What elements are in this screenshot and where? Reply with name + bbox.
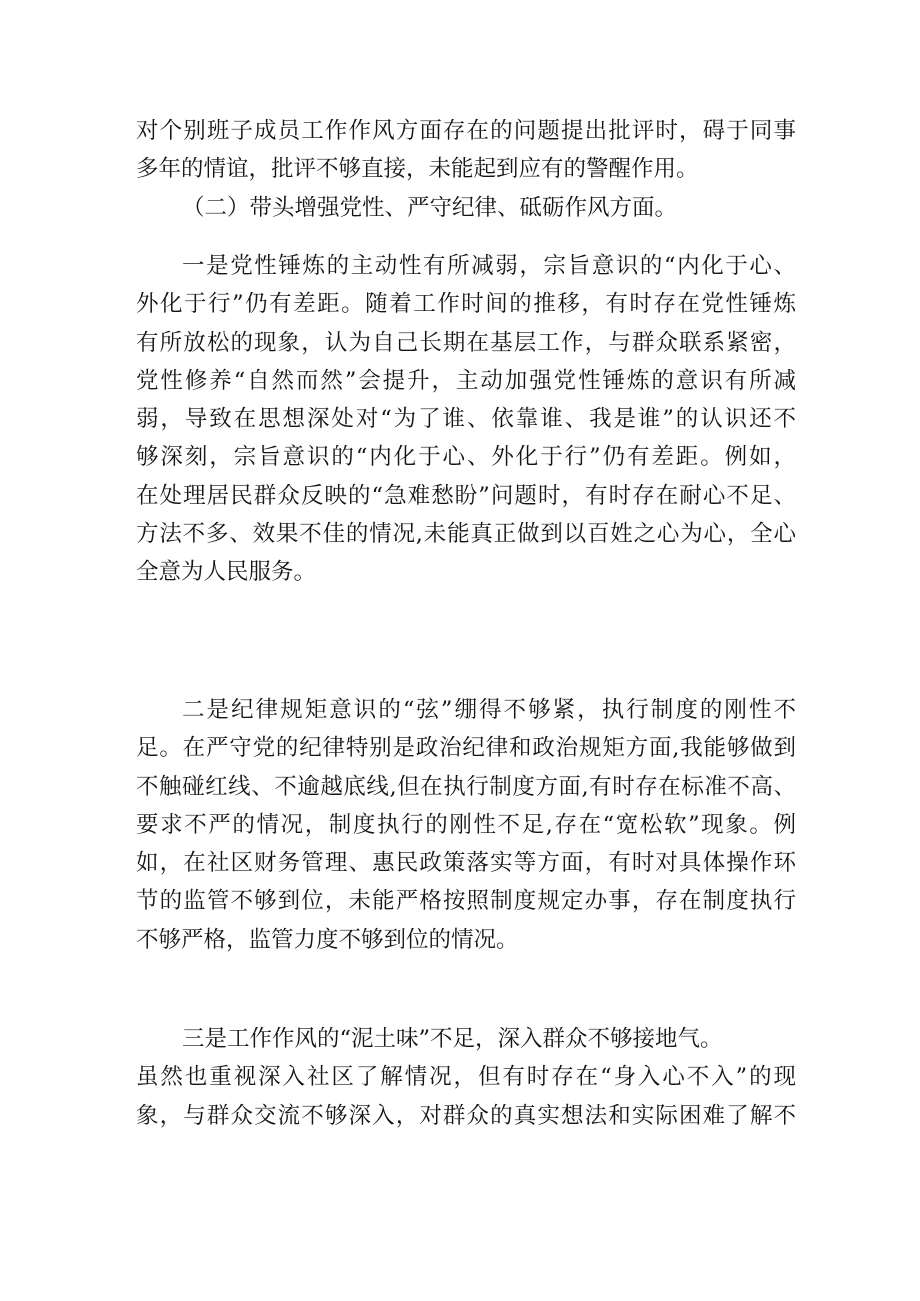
text-line: 外化于行”仍有差距。随着工作时间的推移，有时存在党性锤炼 <box>136 291 796 318</box>
text-line: 要求不严的情况，制度执行的刚性不足,存在“宽松软”现象。例 <box>136 811 796 838</box>
text-line: 全意为人民服务。 <box>136 559 317 586</box>
text-line: 对个别班子成员工作作风方面存在的问题提出批评时，碍于同事 <box>136 118 796 144</box>
paragraph-point-one <box>136 247 796 592</box>
paragraph-continuation <box>136 112 796 189</box>
text-line: 一是党性锤炼的主动性有所减弱，宗旨意识的“内化于心、 <box>182 253 796 279</box>
text-line: 弱，导致在思想深处对“为了谁、依靠谁、我是谁”的认识还不 <box>136 406 796 433</box>
text-line: 不触碰红线、不逾越底线,但在执行制度方面,有时存在标准不高、 <box>136 773 796 800</box>
text-line: 三是工作作风的“泥土味”不足，深入群众不够接地气。 <box>182 1026 723 1052</box>
paragraph-point-two <box>136 691 796 959</box>
section-heading <box>182 189 742 227</box>
text-line: 不够严格，监管力度不够到位的情况。 <box>136 926 519 953</box>
text-line: 象，与群众交流不够深入，对群众的真实想法和实际困难了解不 <box>136 1102 796 1129</box>
text-line: 虽然也重视深入社区了解情况，但有时存在“身入心不入”的现 <box>136 1064 796 1091</box>
text-line: 方法不多、效果不佳的情况,未能真正做到以百姓之心为心，全心 <box>136 521 796 548</box>
heading-text: （二）带头增强党性、严守纪律、砥砺作风方面。 <box>182 195 678 221</box>
text-line: 多年的情谊，批评不够直接，未能起到应有的警醒作用。 <box>136 156 699 183</box>
text-line: 党性修养“自然而然”会提升，主动加强党性锤炼的意识有所减 <box>136 367 796 394</box>
text-line: 有所放松的现象，认为自己长期在基层工作，与群众联系紧密， <box>136 329 796 356</box>
text-line: 够深刻，宗旨意识的“内化于心、外化于行”仍有差距。例如， <box>136 444 796 471</box>
paragraph-point-three <box>136 1020 796 1135</box>
text-line: 二是纪律规矩意识的“弦”绷得不够紧，执行制度的刚性不 <box>182 697 796 723</box>
text-line: 节的监管不够到位，未能严格按照制度规定办事，存在制度执行 <box>136 888 796 915</box>
text-line: 如，在社区财务管理、惠民政策落实等方面，有时对具体操作环 <box>136 850 796 877</box>
text-line: 在处理居民群众反映的“急难愁盼”问题时，有时存在耐心不足、 <box>136 482 796 509</box>
text-line: 足。在严守党的纪律特别是政治纪律和政治规矩方面,我能够做到 <box>136 735 796 762</box>
